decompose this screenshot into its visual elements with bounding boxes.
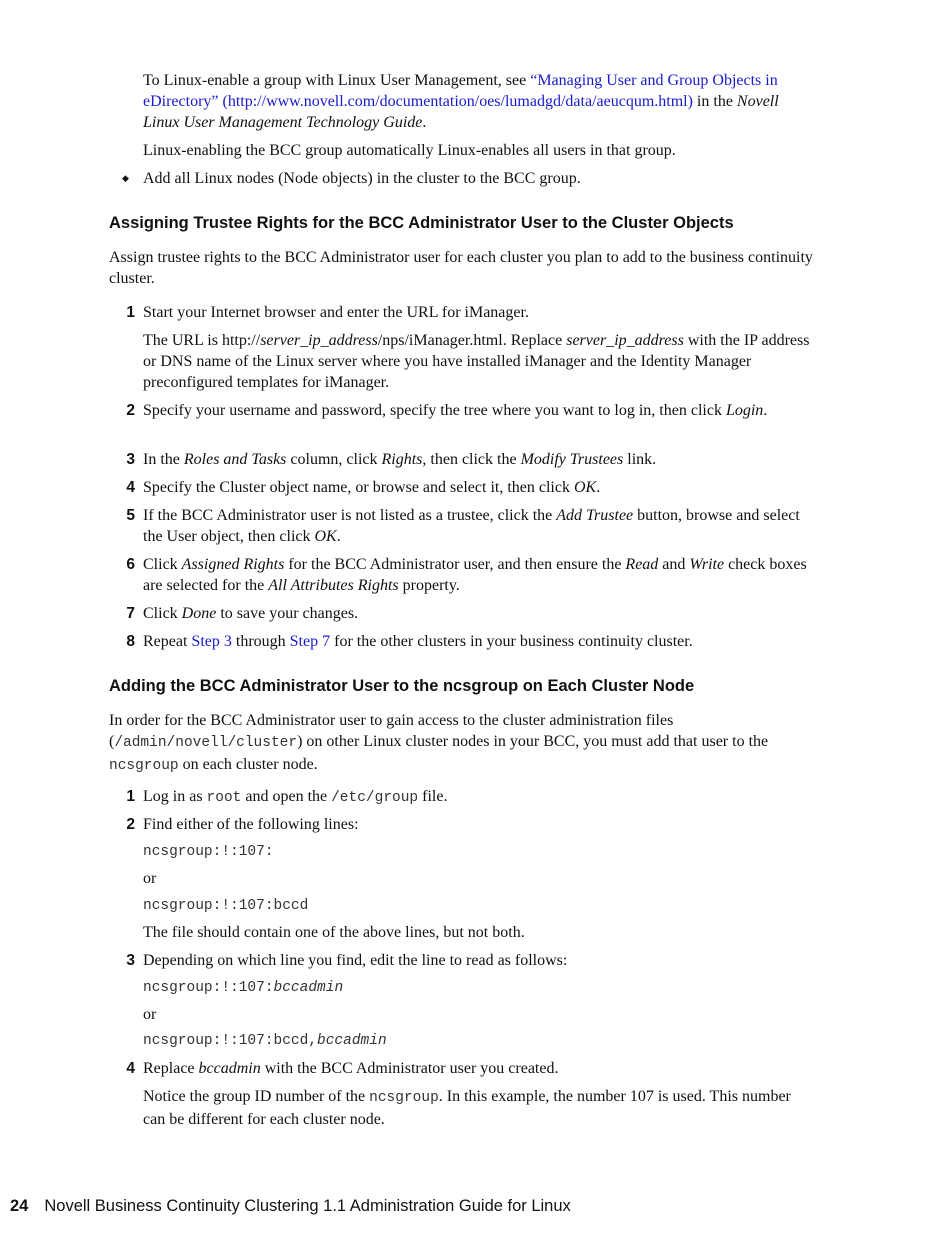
step-text: Find either of the following lines: bbox=[143, 816, 359, 833]
placeholder-term: server_ip_address bbox=[260, 332, 378, 349]
intro-text: . bbox=[422, 114, 427, 131]
ui-term: All Attributes Rights bbox=[268, 577, 399, 594]
step-number: 4 bbox=[126, 479, 135, 496]
step-number: 1 bbox=[126, 304, 135, 321]
code-path: /admin/novell/cluster bbox=[114, 735, 298, 751]
code-term: ncsgroup bbox=[109, 758, 179, 774]
step-text: In the Roles and Tasks column, click Rights, then click the Modify Trustees link. bbox=[143, 451, 657, 468]
placeholder-term: server_ip_address bbox=[566, 332, 684, 349]
guide-footer-title: Novell Business Continuity Clustering 1.1 Administration Guide for Linux bbox=[44, 1197, 571, 1215]
code-path: /etc/group bbox=[331, 790, 419, 806]
ui-term: Add Trustee bbox=[556, 507, 634, 524]
managing-user-group-link[interactable]: “Managing User and Group Objects in eDirectory” (http://www.novell.com/documentation/oes/lumadgd/data/aeucqum.html) bbox=[143, 72, 778, 110]
ui-term: Roles and Tasks bbox=[183, 451, 287, 468]
step-text: Start your Internet browser and enter the URL for iManager. bbox=[143, 304, 529, 321]
step-text: Repeat Step 3 through Step 7 for the other clusters in your business continuity cluster. bbox=[143, 633, 693, 650]
ui-term: Assigned Rights bbox=[181, 556, 285, 573]
step-text: Specify the Cluster object name, or browse and select it, then click OK. bbox=[143, 479, 601, 496]
step-number: 6 bbox=[126, 556, 135, 573]
step-7-link[interactable]: Step 7 bbox=[289, 633, 331, 650]
ui-term: Login bbox=[725, 402, 764, 419]
step-text: If the BCC Administrator user is not listed as a trustee, click the Add Trustee button, browse and select the User object, then click OK. bbox=[143, 507, 800, 545]
or-text: or bbox=[143, 1006, 157, 1023]
section-heading-trustee-rights: Assigning Trustee Rights for the BCC Administrator User to the Cluster Objects bbox=[109, 214, 734, 232]
code-line: ncsgroup:!:107:bccd bbox=[143, 898, 309, 914]
step-number: 3 bbox=[126, 952, 135, 969]
bullet-item: Add all Linux nodes (Node objects) in the cluster to the BCC group. bbox=[143, 170, 581, 187]
step-text: Specify your username and password, specify the tree where you want to log in, then click Login. bbox=[143, 402, 768, 419]
code-line: ncsgroup:!:107:bccd,bccadmin bbox=[143, 1033, 387, 1049]
placeholder-term: bccadmin bbox=[198, 1060, 261, 1077]
step-number: 2 bbox=[126, 816, 135, 833]
step-number: 2 bbox=[126, 402, 135, 419]
section-heading-ncsgroup: Adding the BCC Administrator User to the ncsgroup on Each Cluster Node bbox=[109, 677, 695, 695]
bullet-icon: ◆ bbox=[122, 173, 129, 183]
step-number: 7 bbox=[126, 605, 135, 622]
section-intro: In order for the BCC Administrator user to gain access to the cluster administration files (/admin/novell/cluster) on other Linux cluster nodes in your BCC, you must add that user to the ncsgroup on each cluster node. bbox=[109, 712, 769, 774]
code-term: ncsgroup bbox=[369, 1090, 439, 1106]
or-text: or bbox=[143, 870, 157, 887]
intro-text: To Linux-enable a group with Linux User Management, see bbox=[143, 72, 531, 89]
ui-term: Modify Trustees bbox=[520, 451, 624, 468]
code-line: ncsgroup:!:107: bbox=[143, 844, 274, 860]
intro-note: Linux-enabling the BCC group automatically Linux-enables all users in that group. bbox=[143, 142, 676, 159]
ui-term: Done bbox=[181, 605, 217, 622]
page-footer bbox=[10, 1195, 571, 1217]
step-number: 1 bbox=[126, 788, 135, 805]
ui-term: Read bbox=[625, 556, 659, 573]
ui-term: Write bbox=[689, 556, 725, 573]
code-placeholder: bccadmin bbox=[273, 980, 344, 996]
step-number: 3 bbox=[126, 451, 135, 468]
guide-title: Novell Linux User Management Technology Guide bbox=[143, 93, 779, 131]
intro-text: in the bbox=[692, 93, 737, 110]
step-number: 8 bbox=[126, 633, 135, 650]
ui-term: OK bbox=[573, 479, 597, 496]
intro-paragraph bbox=[143, 70, 813, 133]
step-note: Notice the group ID number of the ncsgroup. In this example, the number 107 is used. This number can be different for each cluster node. bbox=[143, 1088, 791, 1128]
step-text: Log in as root and open the /etc/group file. bbox=[143, 788, 448, 806]
code-placeholder: bccadmin bbox=[317, 1033, 387, 1049]
section-intro: Assign trustee rights to the BCC Administrator user for each cluster you plan to add to the business continuity cluster. bbox=[109, 249, 813, 287]
step-note: The URL is http://server_ip_address/nps/iManager.html. Replace server_ip_address with the IP address or DNS name of the Linux server where you have installed iManager and the Identity Manager preconfigured templates for iManager. bbox=[143, 332, 810, 391]
step-text: Depending on which line you find, edit the line to read as follows: bbox=[143, 952, 568, 969]
step-number: 5 bbox=[126, 507, 135, 524]
code-line: ncsgroup:!:107:bccadmin bbox=[143, 980, 344, 996]
step-note: The file should contain one of the above lines, but not both. bbox=[143, 924, 525, 941]
step-number: 4 bbox=[126, 1060, 135, 1077]
page-number: 24 bbox=[10, 1197, 29, 1215]
ui-term: OK bbox=[314, 528, 337, 545]
ui-term: Rights bbox=[381, 451, 423, 468]
step-text: Click Assigned Rights for the BCC Administrator user, and then ensure the Read and Write check boxes are selected for the All Attributes Rights property. bbox=[143, 556, 807, 594]
code-term: root bbox=[206, 790, 242, 806]
step-3-link[interactable]: Step 3 bbox=[191, 633, 232, 650]
step-text: Click Done to save your changes. bbox=[143, 605, 359, 622]
step-text: Replace bccadmin with the BCC Administrator user you created. bbox=[143, 1060, 559, 1077]
